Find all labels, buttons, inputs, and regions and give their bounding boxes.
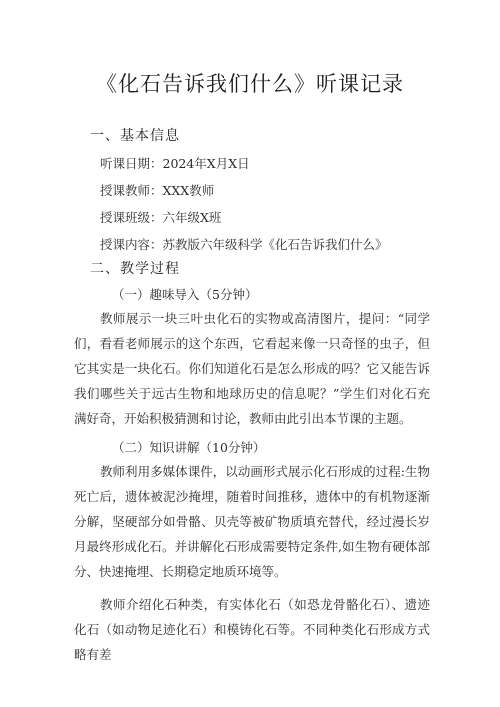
section-heading-basic-info: 一、基本信息 <box>90 128 180 144</box>
paragraph-knowledge-formation: 教师利用多媒体课件，以动画形式展示化石形成的过程:生物死亡后，遗体被泥沙掩埋，随着时间推移，遗体中的有机物逐渐分解，坚硬部分如骨骼、贝壳等被矿物质填充替代，经过漫长岁月最终形成化石。并讲解化石形成需要特定条件,如生物有硬体部分、快速掩埋、长期稳定地质环境等。 <box>74 464 430 579</box>
info-content: 授课内容：苏教版六年级科学《化石告诉我们什么》 <box>100 237 388 252</box>
info-teacher: 授课教师：XXX教师 <box>100 183 215 198</box>
paragraph-intro: 教师展示一块三叶虫化石的实物或高清图片，提问：“同学们，看看老师展示的这个东西，它看起来像一只奇怪的虫子，但它其实是一块化石。你们知道化石是怎么形成的吗？它又能告诉我们哪些关于远古生物和地球历史的信息呢？”学生们对化石充满好奇，开始积极猜测和讨论，教师由此引出本节课的主题。 <box>74 311 430 426</box>
paragraph-knowledge-types: 教师介绍化石种类，有实体化石（如恐龙骨骼化石）、遗迹化石（如动物足迹化石）和模铸化石等。不同种类化石形成方式略有差 <box>74 597 430 662</box>
info-date: 听课日期：2024年X月X日 <box>100 156 250 171</box>
section-heading-teaching-process: 二、教学过程 <box>90 261 180 277</box>
subsection-heading-intro: （一）趣味导入（5分钟） <box>112 287 258 302</box>
subsection-heading-knowledge: （二）知识讲解（10分钟） <box>112 440 266 455</box>
info-class: 授课班级：六年级X班 <box>100 210 222 225</box>
document-title: 《化石告诉我们什么》听课记录 <box>96 72 404 96</box>
